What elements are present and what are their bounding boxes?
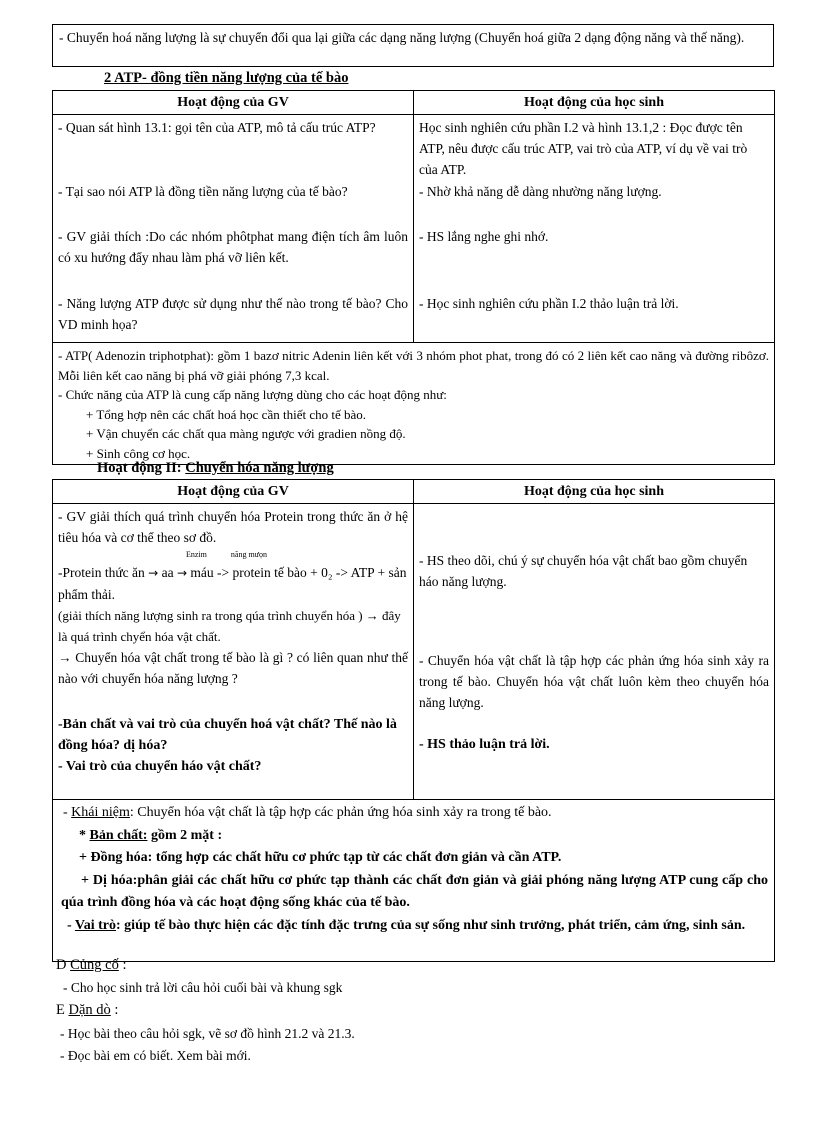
hs-answer-2: - Chuyển hóa vật chất là tập hợp các phản ứng hóa sinh xảy ra trong tế bào. Chuyển hóa vật chất luôn kèm theo chuyển hóa năng lượng. [419, 653, 769, 710]
right-arrow-icon: → [148, 566, 159, 580]
cung-co-label: Củng cố [70, 957, 119, 973]
table1-gv-column [53, 115, 414, 343]
hs-answer-3: - HS thảo luận trả lời. [419, 737, 550, 752]
table1-hs-row1: Học sinh nghiên cứu phần I.2 và hình 13.1,2 : Đọc được tên ATP, nêu được cấu trúc ATP, vai trò của ATP, ví dụ về vai trò của ATP. [419, 120, 748, 177]
table1-hs-row4: - Học sinh nghiên cứu phần I.2 thảo luận trả lời. [419, 296, 679, 311]
cung-co-heading [56, 955, 127, 976]
table2-hs-column [414, 504, 775, 800]
enzim-label: Enzim [186, 550, 207, 559]
chain-aa: aa [161, 565, 174, 580]
table1-hs-column [414, 115, 775, 343]
atp-function-item: + Sinh công cơ học. [86, 445, 191, 461]
cung-co-letter: D [56, 957, 67, 973]
atp-function-item: + Vận chuyển các chất qua màng ngược với gradien nồng độ. [86, 426, 406, 441]
atp-definition: - ATP( Adenozin triphotphat): gồm 1 bazơ nitric Adenin liên kết với 3 nhóm phot phat, trong đó có 2 liên kết cao năng và đường ribôzơ. Mỗi liên kết cao năng bị phá vỡ giải phóng 7,3 kcal. [58, 348, 769, 383]
table1-gv-row3: - GV giải thích :Do các nhóm phôtphat mang điện tích âm luôn có xu hướng đẩy nhau làm phá vỡ liên kết. [58, 229, 408, 265]
vai-tro-text: : giúp tế bào thực hiện các đặc tính đặc trưng của sự sống như sinh trưởng, phát triển, cảm ứng, sinh sản. [116, 917, 746, 933]
ban-chat-label: Bản chất: [89, 827, 148, 843]
di-hoa-text: + Dị hóa:phân giải các chất hữu cơ phức tạp thành các chất đơn giản và giải phóng năng lượng ATP cung cấp cho qúa trình đồng hóa và các hoạt động sống khác của tế bào. [61, 872, 768, 910]
table1-hs-row2: - Nhờ khả năng dễ dàng nhường năng lượng. [419, 184, 662, 199]
ban-chat-prefix: * [79, 827, 86, 843]
atp-activity-table [52, 90, 775, 465]
cung-co-colon: : [122, 957, 127, 973]
table1-header-gv: Hoạt động của GV [53, 91, 414, 115]
metabolism-activity-table [52, 479, 775, 962]
table2-summary [53, 800, 775, 962]
gv-question-nature: -Bản chất và vai trò của chuyển hoá vật chất? Thế nào là đồng hóa? dị hóa? [58, 717, 397, 753]
dan-do-colon: : [114, 1002, 119, 1018]
dan-do-letter: E [56, 1002, 65, 1018]
section2-title: 2 ATP- đồng tiền năng lượng của tế bào [104, 70, 349, 86]
gv-energy-note: (giải thích năng lượng sinh ra trong qúa trình chuyển hóa ) → đây là quá trình chyển hóa vật chất. [58, 608, 401, 644]
khai-niem-label: Khái niệm [71, 805, 130, 820]
table2-header-gv: Hoạt động của GV [53, 480, 414, 504]
dan-do-heading [56, 1000, 118, 1021]
chain-rest: máu -> protein tế bào + 0₂ -> ATP + sản phẩm thải. [58, 565, 407, 602]
chain-protein: -Protein thức ăn [58, 565, 145, 580]
dan-do-line1: - Học bài theo câu hỏi sgk, vẽ sơ đồ hình 21.2 và 21.3. [60, 1026, 355, 1041]
khai-niem-text: : Chuyển hóa vật chất là tập hợp các phản ứng hóa sinh xảy ra trong tế bào. [129, 805, 552, 820]
atp-function-item: + Tổng hợp nên các chất hoá học cần thiết cho tế bào. [86, 406, 367, 422]
top-note-text: - Chuyển hoá năng lượng là sự chuyển đổi qua lại giữa các dạng năng lượng (Chuyển hoá giữa 2 dạng động năng và thế năng). [59, 30, 745, 45]
table1-gv-row2: - Tại sao nói ATP là đồng tiền năng lượng của tế bào? [58, 184, 348, 199]
khai-niem-dash: - [63, 805, 72, 820]
dong-hoa-text: + Đồng hóa: tổng hợp các chất hữu cơ phức tạp từ các chất đơn giản và cần ATP. [79, 850, 562, 865]
table1-summary [53, 343, 775, 465]
dan-do-line2: - Đọc bài em có biết. Xem bài mới. [60, 1048, 251, 1063]
vai-tro-label: Vai trò [74, 917, 117, 933]
table1-gv-row1: - Quan sát hình 13.1: gọi tên của ATP, mô tả cấu trúc ATP? [58, 120, 376, 135]
nang-muon-label: năng mưọn [230, 550, 267, 559]
right-arrow-icon: → [176, 566, 188, 580]
table2-header-hs: Hoạt động của học sinh [414, 480, 775, 504]
activity2-title: Chuyển hóa năng lượng [185, 460, 334, 476]
vai-tro-dash: - [67, 917, 75, 933]
gv-explain-protein: - GV giải thích quá trình chuyển hóa Protein trong thức ăn ở hệ tiêu hóa và cơ thể theo sơ đồ. [58, 509, 408, 545]
table1-header-hs: Hoạt động của học sinh [414, 91, 775, 115]
dan-do-label: Dặn dò [68, 1002, 111, 1018]
table2-gv-column [53, 504, 414, 800]
activity2-label: Hoạt động II: [97, 460, 182, 476]
table1-hs-row3: - HS lắng nghe ghi nhớ. [419, 229, 549, 244]
activity2-heading [97, 458, 334, 479]
gv-question-role: - Vai trò của chuyển háo vật chất? [58, 759, 262, 774]
table1-gv-row4: - Năng lượng ATP được sử dụng như thế nào trong tế bào? Cho VD minh họa? [58, 296, 408, 332]
ban-chat-text: gồm 2 mặt : [150, 827, 223, 843]
hs-answer-1: - HS theo dõi, chú ý sự chuyển hóa vật chất bao gồm chuyển háo năng lượng. [419, 553, 748, 589]
cung-co-text: - Cho học sinh trả lời câu hỏi cuối bài và khung sgk [63, 980, 343, 995]
protein-chain [58, 562, 408, 605]
atp-function-intro: - Chức năng của ATP là cung cấp năng lượng dùng cho các hoạt động như: [58, 387, 447, 402]
gv-question-metabolism: → Chuyển hóa vật chất trong tế bào là gì ? có liên quan như thế nào với chuyển hóa năng lượng ? [58, 650, 408, 686]
top-note-box [52, 24, 774, 67]
